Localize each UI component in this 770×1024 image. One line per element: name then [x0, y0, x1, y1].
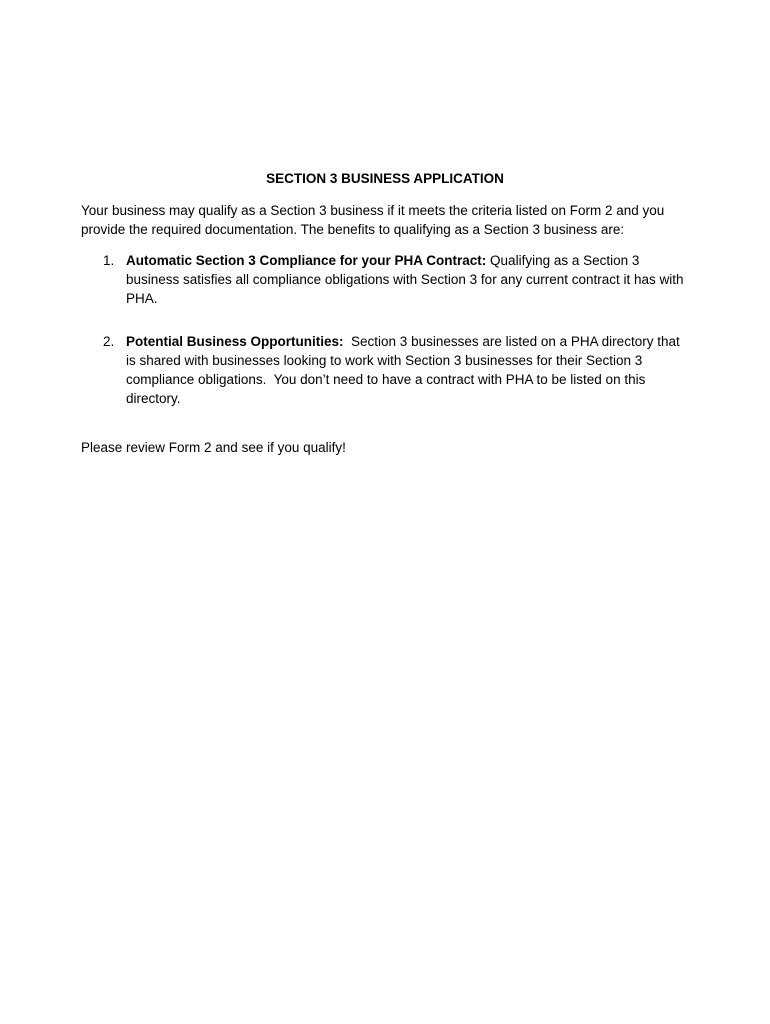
- benefit-number: 1.: [103, 253, 115, 268]
- intro-paragraph: Your business may qualify as a Section 3 business if it meets the criteria listed on Form 2 and you provide the required documentation. The benefits to qualifying as a Section 3 business are:: [81, 203, 665, 237]
- benefit-number: 2.: [103, 334, 115, 349]
- benefit-body: [126, 332, 691, 408]
- benefit-text: Section 3 businesses are listed on a PHA directory that is shared with businesses looking to work with Section 3 businesses for their Section 3 compliance obligations. You don’t need to have a contract with PHA to be listed on this directory.: [126, 334, 684, 406]
- benefit-item-2: [103, 332, 703, 408]
- benefit-body: [126, 251, 691, 308]
- benefit-item-1: [103, 251, 703, 308]
- benefit-heading: Potential Business Opportunities:: [126, 334, 344, 349]
- document-title: SECTION 3 BUSINESS APPLICATION: [266, 171, 504, 186]
- benefit-text: Qualifying as a Section 3 business satisfies all compliance obligations with Section 3 for any current contract it has with PHA.: [126, 253, 688, 306]
- closing-paragraph: Please review Form 2 and see if you qualify!: [81, 440, 346, 455]
- benefit-heading: Automatic Section 3 Compliance for your PHA Contract:: [126, 253, 487, 268]
